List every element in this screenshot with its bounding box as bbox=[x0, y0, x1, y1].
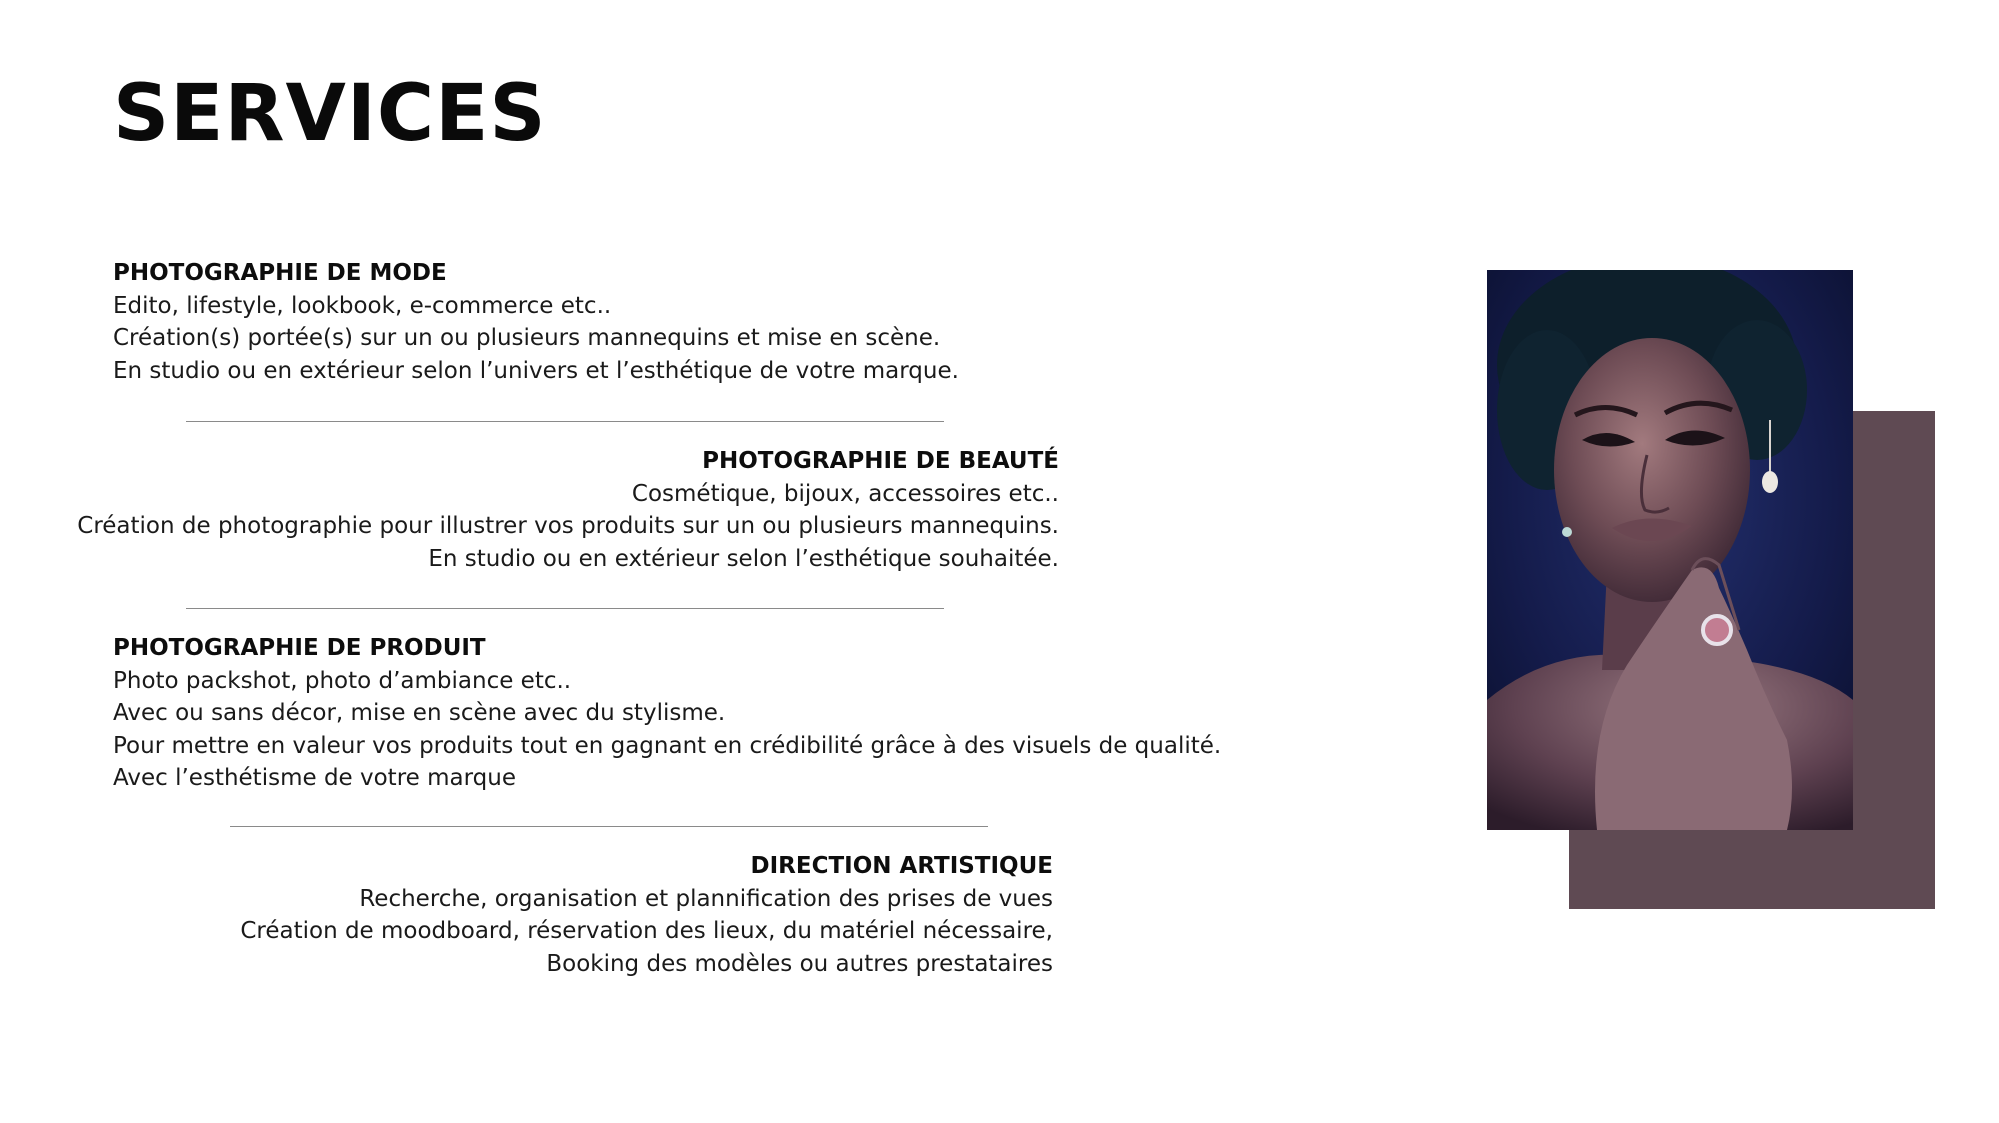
service-beauty-line-2: Création de photographie pour illustrer vos produits sur un ou plusieurs mannequins. bbox=[77, 513, 1059, 539]
service-product-line-1: Photo packshot, photo d’ambiance etc.. bbox=[113, 667, 572, 694]
service-beauty-line-1: Cosmétique, bijoux, accessoires etc.. bbox=[631, 480, 1059, 507]
service-art-direction-heading: DIRECTION ARTISTIQUE bbox=[750, 853, 1053, 879]
service-art-direction-line-2: Création de moodboard, réservation des lieux, du matériel nécessaire, bbox=[240, 918, 1053, 944]
page-title: SERVICES bbox=[113, 69, 547, 159]
portrait-photo bbox=[1487, 270, 1853, 830]
service-fashion-heading: PHOTOGRAPHIE DE MODE bbox=[113, 260, 447, 286]
service-product-line-2: Avec ou sans décor, mise en scène avec du stylisme. bbox=[113, 700, 726, 726]
portrait-photo-icon bbox=[1487, 270, 1853, 830]
service-beauty bbox=[77, 445, 1059, 575]
service-art-direction-line-3: Booking des modèles ou autres prestataires bbox=[546, 950, 1053, 977]
service-beauty-line-3: En studio ou en extérieur selon l’esthétique souhaitée. bbox=[428, 545, 1059, 572]
service-fashion-line-3: En studio ou en extérieur selon l’univers et l’esthétique de votre marque. bbox=[113, 357, 959, 384]
divider-2 bbox=[186, 608, 944, 609]
service-beauty-heading: PHOTOGRAPHIE DE BEAUTÉ bbox=[702, 448, 1059, 474]
service-fashion-line-2: Création(s) portée(s) sur un ou plusieurs mannequins et mise en scène. bbox=[113, 325, 941, 351]
service-product-line-3: Pour mettre en valeur vos produits tout en gagnant en crédibilité grâce à des visuels de qualité. bbox=[113, 732, 1222, 759]
service-product-line-4: Avec l’esthétisme de votre marque bbox=[113, 765, 516, 791]
service-art-direction bbox=[240, 850, 1053, 980]
service-product bbox=[113, 632, 1221, 795]
service-product-heading: PHOTOGRAPHIE DE PRODUIT bbox=[113, 635, 486, 661]
service-fashion bbox=[113, 257, 959, 387]
service-art-direction-line-1: Recherche, organisation et plannification des prises de vues bbox=[359, 885, 1053, 912]
divider-1 bbox=[186, 421, 944, 422]
divider-3 bbox=[230, 826, 988, 827]
service-fashion-line-1: Edito, lifestyle, lookbook, e-commerce etc.. bbox=[113, 292, 612, 319]
